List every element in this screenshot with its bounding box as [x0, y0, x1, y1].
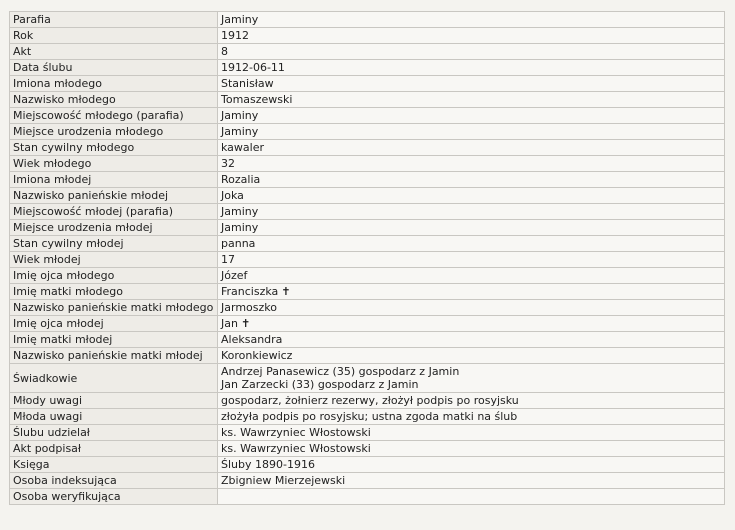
field-value-text: Aleksandra — [221, 333, 283, 346]
record-row — [10, 140, 725, 156]
field-label: Osoba indeksująca — [10, 473, 218, 489]
field-value — [218, 332, 725, 348]
field-value — [218, 425, 725, 441]
field-value-text: kawaler — [221, 141, 265, 154]
field-label: Świadkowie — [10, 364, 218, 393]
record-row — [10, 409, 725, 425]
field-value — [218, 300, 725, 316]
witness-line: Jan Zarzecki (33) gospodarz z Jamin — [221, 378, 419, 391]
record-row — [10, 172, 725, 188]
record-row — [10, 300, 725, 316]
field-label: Nazwisko panieńskie matki młodej — [10, 348, 218, 364]
record-row — [10, 236, 725, 252]
field-value — [218, 156, 725, 172]
field-value — [218, 409, 725, 425]
field-value — [218, 204, 725, 220]
field-value — [218, 316, 725, 332]
field-label: Stan cywilny młodego — [10, 140, 218, 156]
field-label: Imię matki młodego — [10, 284, 218, 300]
record-row — [10, 284, 725, 300]
field-value — [218, 44, 725, 60]
field-value-text: Tomaszewski — [221, 93, 293, 106]
record-row — [10, 457, 725, 473]
field-label: Wiek młodej — [10, 252, 218, 268]
field-value-text: Jaminy — [221, 125, 259, 138]
field-value — [218, 92, 725, 108]
field-value-text: ks. Wawrzyniec Włostowski — [221, 442, 371, 455]
record-row — [10, 425, 725, 441]
field-label: Imiona młodej — [10, 172, 218, 188]
record-row — [10, 108, 725, 124]
field-value — [218, 140, 725, 156]
record-row — [10, 441, 725, 457]
field-value-text: Rozalia — [221, 173, 261, 186]
field-value-text: Zbigniew Mierzejewski — [221, 474, 346, 487]
field-value-text: ks. Wawrzyniec Włostowski — [221, 426, 371, 439]
record-row — [10, 44, 725, 60]
record-row — [10, 76, 725, 92]
field-value-text: Jarmoszko — [221, 301, 277, 314]
field-value-text: Jaminy — [221, 205, 259, 218]
record-row — [10, 332, 725, 348]
field-value — [218, 108, 725, 124]
field-label: Imię ojca młodej — [10, 316, 218, 332]
record-row — [10, 92, 725, 108]
field-value — [218, 188, 725, 204]
field-label: Stan cywilny młodej — [10, 236, 218, 252]
field-value-text: Jaminy — [221, 13, 259, 26]
field-value-text: gospodarz, żołnierz rezerwy, złożył podpis po rosyjsku — [221, 394, 519, 407]
deceased-cross-icon: ✝ — [281, 285, 291, 298]
field-value-text: 1912-06-11 — [221, 61, 285, 74]
field-label: Młoda uwagi — [10, 409, 218, 425]
field-value-text: Józef — [221, 269, 248, 282]
field-label: Data ślubu — [10, 60, 218, 76]
field-value — [218, 60, 725, 76]
record-row — [10, 268, 725, 284]
field-value — [218, 284, 725, 300]
record-table — [9, 11, 725, 505]
field-value — [218, 457, 725, 473]
record-row — [10, 12, 725, 28]
record-row — [10, 60, 725, 76]
record-body — [10, 12, 725, 505]
field-label: Miejscowość młodej (parafia) — [10, 204, 218, 220]
field-label: Imiona młodego — [10, 76, 218, 92]
field-value — [218, 393, 725, 409]
field-label: Rok — [10, 28, 218, 44]
field-value — [218, 28, 725, 44]
field-label: Imię matki młodej — [10, 332, 218, 348]
field-value-text: Joka — [221, 189, 244, 202]
field-value — [218, 364, 725, 393]
record-row — [10, 252, 725, 268]
field-value-text: 32 — [221, 157, 235, 170]
field-label: Nazwisko panieńskie matki młodego — [10, 300, 218, 316]
field-value — [218, 348, 725, 364]
field-value — [218, 441, 725, 457]
field-value-text: panna — [221, 237, 256, 250]
record-row — [10, 489, 725, 505]
record-row — [10, 28, 725, 44]
field-label: Akt podpisał — [10, 441, 218, 457]
field-value — [218, 12, 725, 28]
record-row — [10, 204, 725, 220]
field-label: Młody uwagi — [10, 393, 218, 409]
field-label: Imię ojca młodego — [10, 268, 218, 284]
record-row — [10, 393, 725, 409]
field-value — [218, 220, 725, 236]
field-value-text: Śluby 1890-1916 — [221, 458, 315, 471]
record-row — [10, 124, 725, 140]
record-row — [10, 364, 725, 393]
field-value — [218, 172, 725, 188]
field-value-text: Koronkiewicz — [221, 349, 293, 362]
field-label: Miejscowość młodego (parafia) — [10, 108, 218, 124]
field-value-text: złożyła podpis po rosyjsku; ustna zgoda matki na ślub — [221, 410, 518, 423]
field-value — [218, 473, 725, 489]
field-value — [218, 268, 725, 284]
field-label: Księga — [10, 457, 218, 473]
record-row — [10, 220, 725, 236]
field-label: Wiek młodego — [10, 156, 218, 172]
record-row — [10, 473, 725, 489]
field-label: Nazwisko młodego — [10, 92, 218, 108]
field-value-text: Jan — [221, 317, 238, 330]
field-value — [218, 124, 725, 140]
field-value-text: 1912 — [221, 29, 249, 42]
field-label: Akt — [10, 44, 218, 60]
field-label: Miejsce urodzenia młodej — [10, 220, 218, 236]
field-value — [218, 76, 725, 92]
field-value — [218, 236, 725, 252]
field-value-text: 17 — [221, 253, 235, 266]
record-row — [10, 156, 725, 172]
field-value — [218, 489, 725, 505]
field-label: Ślubu udzielał — [10, 425, 218, 441]
record-row — [10, 316, 725, 332]
field-value — [218, 252, 725, 268]
field-value-text: Stanisław — [221, 77, 274, 90]
witness-line: Andrzej Panasewicz (35) gospodarz z Jamin — [221, 365, 460, 378]
field-label: Nazwisko panieńskie młodej — [10, 188, 218, 204]
field-value-text: Jaminy — [221, 221, 259, 234]
record-row — [10, 188, 725, 204]
field-value-text: Jaminy — [221, 109, 259, 122]
field-value-text: 8 — [221, 45, 228, 58]
deceased-cross-icon: ✝ — [240, 317, 251, 330]
field-label: Miejsce urodzenia młodego — [10, 124, 218, 140]
field-label: Parafia — [10, 12, 218, 28]
field-label: Osoba weryfikująca — [10, 489, 218, 505]
field-value-text: Franciszka — [221, 285, 279, 298]
record-row — [10, 348, 725, 364]
